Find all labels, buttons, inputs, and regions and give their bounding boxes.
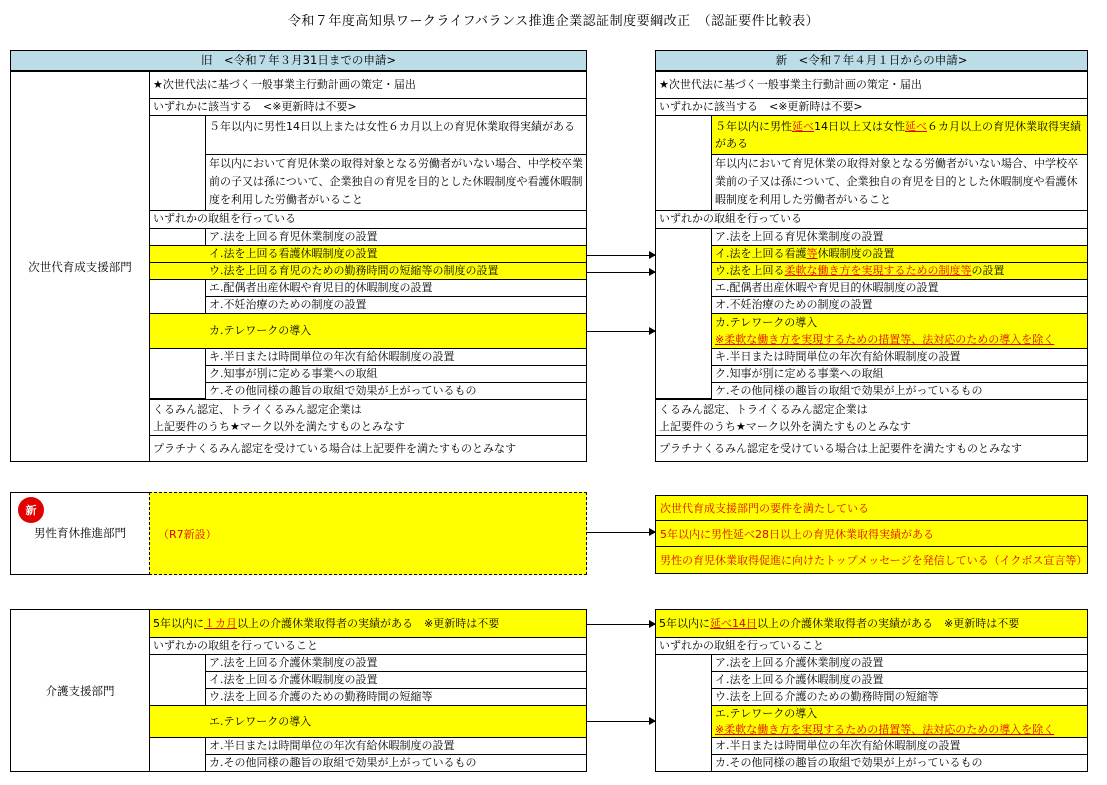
s3-old-m-a: ア.法を上回る介護休業制度の設置 <box>205 654 587 672</box>
s3-new-m-o: オ.半日または時間単位の年次有給休暇制度の設置 <box>711 737 1088 755</box>
s3-old-top-change: １カ月 <box>204 616 237 630</box>
s3-new-m-e <box>711 705 1088 738</box>
s1-new-any-measures: いずれかの取組を行っている <box>655 210 1088 229</box>
s1-new-a1-p1: ５年以内に男性 <box>715 120 792 133</box>
s1-new-plan: ★次世代法に基づく一般事業主行動計画の策定・届出 <box>655 71 1088 99</box>
s1-old-a1: ５年以内に男性14日以上または女性６カ月以上の育児休業取得実績がある <box>205 115 587 155</box>
s1-new-m-ki: キ.半日または時間単位の年次有給休暇制度の設置 <box>711 348 1088 366</box>
s1-old-m-o: オ.不妊治療のための制度の設置 <box>205 296 587 314</box>
s1-new-kurumin <box>655 399 1088 436</box>
s3-old-top-p1: 5年以内に <box>153 616 204 630</box>
s1-new-a1-change2: 延べ <box>905 120 927 133</box>
arrow-s1-m-u <box>587 272 655 273</box>
s1-new-indent <box>655 115 712 211</box>
s1-new-a1-p5: ６カ月以上の育児休業取得実績がある <box>715 120 1081 150</box>
s1-new-a1 <box>711 115 1088 155</box>
s3-label: 介護支援部門 <box>10 609 150 772</box>
s1-new-a1-change1: 延べ <box>792 120 814 133</box>
s3-new-m-u: ウ.法を上回る介護のための勤務時間の短縮等 <box>711 688 1088 706</box>
s3-new-indent <box>655 654 712 772</box>
s1-new-m-ka-note: ※柔軟な働き方を実現するための措置等、法対応のための導入を除く <box>715 333 1055 346</box>
s1-new-m-i-p3: 休暇制度の設置 <box>817 247 895 260</box>
s1-old-m-ka: カ.テレワークの導入 <box>149 313 587 349</box>
arrow-s3-m-e <box>587 721 655 722</box>
s1-old-plan: ★次世代法に基づく一般事業主行動計画の策定・届出 <box>149 71 587 99</box>
s3-new-top-p3: 以上の介護休業取得者の実績がある ※更新時は不要 <box>757 616 1020 630</box>
s3-new-top-p1: 5年以内に <box>659 616 710 630</box>
s3-old-top <box>149 609 587 638</box>
s1-new-a2: 年以内において育児休業の取得対象となる労働者がいない場合、中学校卒業前の子又は孫について、企業独自の育児を目的とした休暇制度や看護休暇制度を利用した労働者がいること <box>711 154 1088 211</box>
s1-new-m-u <box>711 262 1088 280</box>
s2-new-r1: 次世代育成支援部門の要件を満たしている <box>655 495 1088 521</box>
s1-new-m-i-change: 等 <box>806 247 818 260</box>
s2-new-r2: 5年以内に男性延べ28日以上の育児休業取得実績がある <box>655 520 1088 547</box>
s1-new-m-u-change: 柔軟な働き方を実現するための制度等 <box>784 264 972 277</box>
s1-new-kurumin-line2: 上記要件のうち★マーク以外を満たすものとみなす <box>659 420 911 433</box>
s1-old-kurumin-line2: 上記要件のうち★マーク以外を満たすものとみなす <box>153 420 405 433</box>
s1-new-m-u-p3: の設置 <box>971 264 1005 277</box>
s1-old-m-u: ウ.法を上回る育児のための勤務時間の短縮等の制度の設置 <box>149 262 587 280</box>
s1-new-kurumin-line1: くるみん認定、トライくるみん認定企業は <box>659 403 868 416</box>
s1-old-kurumin-line1: くるみん認定、トライくるみん認定企業は <box>153 403 362 416</box>
s3-old-m-ka: カ.その他同様の趣旨の取組で効果が上がっているもの <box>205 754 587 772</box>
arrow-s1-m-ka <box>587 331 655 332</box>
s1-old-any-measures: いずれかの取組を行っている <box>149 210 587 229</box>
new-badge: 新 <box>18 497 44 523</box>
s3-new-m-e-label: エ.テレワークの導入 <box>715 707 818 720</box>
s1-old-m-ku: ク.知事が別に定める事業への取組 <box>205 365 587 383</box>
s1-new-a1-p3: 14日以上又は女性 <box>814 120 905 133</box>
s1-new-m-ke: ケ.その他同様の趣旨の取組で効果が上がっているもの <box>711 382 1088 400</box>
s1-old-m-ke: ケ.その他同様の趣旨の取組で効果が上がっているもの <box>205 382 587 400</box>
s3-new-m-e-note: ※柔軟な働き方を実現するための措置等、法対応のための導入を除く <box>715 722 1055 736</box>
s1-old-m-i: イ.法を上回る看護休暇制度の設置 <box>149 245 587 263</box>
s1-new-platinum: プラチナくるみん認定を受けている場合は上記要件を満たすものとみなす <box>655 435 1088 462</box>
s1-new-m-ka-label: カ.テレワークの導入 <box>715 316 818 329</box>
s1-new-m-ka <box>711 313 1088 349</box>
s3-old-top-p3: 以上の介護休業取得者の実績がある ※更新時は不要 <box>237 616 500 630</box>
old-column-header: 旧 <令和７年３月31日までの申請> <box>10 50 587 71</box>
s1-new-m-e: エ.配偶者出産休暇や育児目的休暇制度の設置 <box>711 279 1088 297</box>
s1-new-m-i <box>711 245 1088 263</box>
s1-old-a2: 年以内において育児休業の取得対象となる労働者がいない場合、中学校卒業前の子又は孫について、企業独自の育児を目的とした休暇制度や看護休暇制度を利用した労働者がいること <box>205 154 587 211</box>
s1-new-m-o: オ.不妊治療のための制度の設置 <box>711 296 1088 314</box>
s3-new-m-a: ア.法を上回る介護休業制度の設置 <box>711 654 1088 672</box>
s2-label: 男性育休推進部門 <box>34 526 126 540</box>
s1-new-m-a: ア.法を上回る育児休業制度の設置 <box>711 228 1088 246</box>
s1-old-platinum: プラチナくるみん認定を受けている場合は上記要件を満たすものとみなす <box>149 435 587 462</box>
s3-new-m-ka: カ.その他同様の趣旨の取組で効果が上がっているもの <box>711 754 1088 772</box>
s3-new-any-measures: いずれかの取組を行っていること <box>655 637 1088 655</box>
s3-old-any-measures: いずれかの取組を行っていること <box>149 637 587 655</box>
s1-new-m-ku: ク.知事が別に定める事業への取組 <box>711 365 1088 383</box>
s2-new-r3: 男性の育児休業取得促進に向けたトップメッセージを発信している（イクボス宣言等） <box>655 546 1088 574</box>
arrow-s1-m-i <box>587 255 655 256</box>
s3-new-top-change: 延べ14日 <box>710 616 757 630</box>
s1-old-any-applies: いずれかに該当する <※更新時は不要> <box>149 98 587 116</box>
s1-new-m-i-p1: イ.法を上回る看護 <box>715 247 807 260</box>
s3-old-m-o: オ.半日または時間単位の年次有給休暇制度の設置 <box>205 737 587 755</box>
s3-old-m-u: ウ.法を上回る介護のための勤務時間の短縮等 <box>205 688 587 706</box>
s1-label: 次世代育成支援部門 <box>10 71 150 462</box>
new-column-header: 新 <令和７年４月１日からの申請> <box>655 50 1088 71</box>
s1-old-m-ki: キ.半日または時間単位の年次有給休暇制度の設置 <box>205 348 587 366</box>
page-title: 令和７年度高知県ワークライフバランス推進企業認証制度要綱改正 （認証要件比較表） <box>287 14 820 29</box>
s3-new-m-i: イ.法を上回る介護休暇制度の設置 <box>711 671 1088 689</box>
s1-old-indent <box>149 115 206 211</box>
arrow-s2 <box>587 532 655 533</box>
s3-old-m-i: イ.法を上回る介護休暇制度の設置 <box>205 671 587 689</box>
s3-new-top <box>655 609 1088 638</box>
s1-old-m-a: ア.法を上回る育児休業制度の設置 <box>205 228 587 246</box>
s1-new-m-u-p1: ウ.法を上回る <box>715 264 785 277</box>
s3-old-m-e: エ.テレワークの導入 <box>149 705 587 738</box>
s1-old-m-e: エ.配偶者出産休暇や育児目的休暇制度の設置 <box>205 279 587 297</box>
s2-old-new-establishment: （R7新設） <box>149 492 587 575</box>
s1-old-kurumin <box>149 399 587 436</box>
arrow-s3-top <box>587 624 655 625</box>
s1-new-any-applies: いずれかに該当する <※更新時は不要> <box>655 98 1088 116</box>
s1-new-measure-indent <box>655 228 712 399</box>
